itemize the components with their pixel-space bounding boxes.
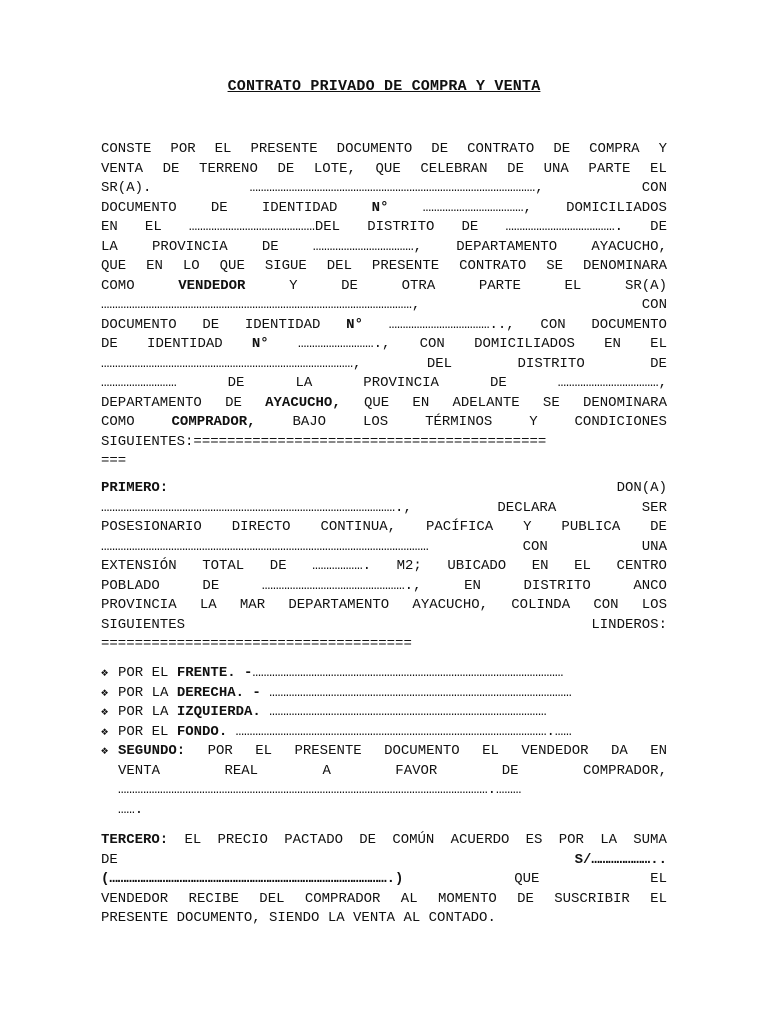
text-word: PRESENTE	[101, 910, 169, 926]
text-word: DE	[359, 832, 377, 848]
tercero-clause	[101, 831, 667, 929]
text-word: DOCUMENTO	[591, 316, 667, 333]
text-word: SER	[641, 499, 667, 516]
text-word: DE	[650, 519, 667, 535]
text-word: UNA	[543, 160, 569, 177]
text-word: EL	[255, 743, 273, 759]
text-word: DEPARTAMENTO	[101, 394, 202, 411]
text-word: EN	[464, 577, 481, 594]
text-word: DOCUMENTO,	[176, 910, 261, 926]
text-word: PRIMERO:	[101, 480, 169, 496]
lindero-item	[101, 723, 667, 743]
text-word: COLINDA	[511, 597, 571, 613]
text-word: ACUERDO	[450, 832, 510, 848]
lindero-dots: …………………………………………………………………………………………………	[252, 665, 564, 681]
text-line	[101, 257, 667, 277]
lindero-item	[101, 684, 667, 704]
text-line	[101, 179, 667, 199]
text-word: EN	[101, 219, 118, 235]
text-word: CENTRO	[616, 558, 667, 574]
text-word: IDENTIDAD	[147, 336, 223, 352]
lindero-item	[101, 664, 667, 684]
diamond-bullet-icon: ❖	[101, 705, 109, 719]
text-word: LO	[182, 258, 200, 274]
text-word: =====================================	[101, 636, 412, 652]
text-word: ANCO	[633, 577, 667, 594]
text-word: …………………………………………………………………………………………,	[249, 180, 544, 196]
text-word: COMPRA	[589, 141, 640, 157]
lindero-pre: POR EL	[118, 665, 177, 681]
text-word: ………………………………,	[557, 375, 667, 391]
lindero-pre: POR LA	[118, 704, 177, 720]
text-word: DE	[341, 277, 358, 294]
text-word: EL	[650, 890, 667, 907]
text-word: QUE	[219, 258, 245, 274]
text-word: EL	[482, 743, 499, 759]
text-word: CON	[641, 297, 667, 313]
text-word: CON	[419, 336, 445, 352]
text-word: QUE	[375, 160, 401, 177]
text-word: Y	[658, 141, 667, 157]
text-line	[101, 413, 667, 433]
text-word: COMPRADOR	[304, 890, 381, 907]
lindero-dots: ………………………………………………………………………………………………….……	[227, 723, 572, 740]
text-word: LOS	[641, 597, 667, 613]
text-line	[101, 160, 667, 180]
text-word: Y	[523, 519, 532, 535]
text-word: ………………………………………………………………………………………………………	[101, 538, 429, 555]
text-word: ………………………………..,	[388, 316, 515, 333]
text-word: VENTA	[118, 762, 161, 779]
text-word: CON	[522, 538, 548, 555]
text-word: DIRECTO	[231, 519, 291, 535]
text-word: CONTRATO	[459, 258, 527, 274]
text-line	[101, 538, 667, 558]
text-word: CELEBRAN	[420, 160, 488, 177]
text-word: POR	[170, 141, 196, 157]
text-word: TERRENO	[199, 160, 258, 177]
text-line	[101, 452, 667, 472]
text-word: DE	[202, 577, 220, 594]
lindero-label: FRENTE. -	[176, 665, 253, 681]
text-word: A	[322, 762, 331, 779]
contract-title: CONTRATO PRIVADO DE COMPRA Y VENTA	[227, 78, 541, 95]
diamond-bullet-icon: ❖	[101, 666, 109, 680]
text-word: DA	[610, 743, 628, 759]
text-word: DOCUMENTO	[101, 199, 177, 216]
text-word: …………………………………………………………………………………………………………………….………	[118, 782, 522, 798]
text-word: VENDEDOR	[178, 277, 246, 294]
text-word: EL	[650, 871, 667, 887]
text-word: EN	[412, 394, 430, 411]
text-word: DE	[517, 890, 534, 907]
segundo-clause	[101, 742, 667, 820]
text-line	[101, 851, 667, 871]
text-word: VENDEDOR	[101, 890, 169, 907]
text-word: ………………………	[101, 375, 177, 391]
text-word: PACÍFICA	[425, 519, 494, 535]
text-word: SR(A)	[624, 277, 667, 294]
text-word: EL	[564, 277, 582, 294]
text-word: DEL	[426, 355, 453, 372]
text-word: UNA	[641, 538, 667, 555]
text-word: DISTRITO	[523, 577, 591, 594]
text-word: EN	[604, 336, 621, 352]
text-word: IDENTIDAD	[261, 199, 338, 216]
text-word: CONSTE	[101, 141, 152, 157]
text-word: EL	[650, 160, 667, 177]
text-word: EL	[144, 219, 162, 235]
lindero-dots: ………………………………………………………………………………………	[260, 704, 547, 720]
text-word: DE	[650, 219, 667, 235]
text-line	[101, 635, 667, 655]
text-word: ………………………………………………………………………………,	[101, 355, 362, 372]
text-word: DE	[225, 394, 242, 411]
text-word: FAVOR	[395, 762, 438, 779]
text-word: DOCUMENTO	[384, 743, 460, 759]
text-line	[101, 355, 667, 375]
text-word: PROVINCIA	[152, 238, 228, 255]
text-word: SUSCRIBIR	[554, 890, 630, 907]
text-word: EL	[574, 558, 591, 574]
text-word: CONTINUA,	[320, 519, 397, 535]
text-word: ……………………….,	[297, 336, 391, 352]
text-word: DEL	[326, 258, 352, 274]
text-word: CONTRATO	[467, 141, 535, 157]
text-word: CONDICIONES	[574, 414, 667, 430]
text-word: QUE	[363, 394, 390, 411]
text-word: LA	[327, 910, 345, 926]
text-word: DOMICILIADOS	[566, 199, 667, 216]
diamond-bullet-icon: ❖	[101, 685, 109, 700]
text-word: COMO	[101, 414, 135, 430]
text-word: AL	[403, 910, 421, 926]
text-word: EN	[650, 743, 667, 759]
text-word: DE	[507, 160, 524, 177]
text-word: DE	[210, 199, 228, 216]
text-line	[101, 596, 667, 616]
text-word: SIENDO	[269, 910, 320, 926]
text-word: TÉRMINOS	[425, 414, 493, 430]
text-word: RECIBE	[188, 890, 239, 907]
diamond-bullet-icon: ❖	[101, 724, 109, 739]
text-word: SUMA	[633, 832, 667, 848]
text-word: DENOMINARA	[582, 394, 667, 411]
text-word: PARTE	[478, 277, 521, 294]
text-word: SIGUIENTES	[101, 616, 186, 633]
text-word: ===	[101, 453, 127, 469]
text-word: M2;	[396, 558, 422, 574]
intro-paragraph	[101, 140, 667, 472]
text-word: PUBLICA	[561, 519, 621, 535]
text-word: N°	[251, 336, 269, 352]
text-word: UBICADO	[447, 558, 507, 574]
text-word: SR(A).	[101, 180, 152, 196]
text-word: QUE	[101, 258, 127, 274]
text-word: AYACUCHO,	[265, 394, 341, 411]
text-word: TOTAL	[202, 558, 245, 574]
text-word: …………………………………………….,	[261, 577, 422, 594]
text-word: LA	[199, 597, 217, 613]
text-line	[101, 742, 667, 762]
text-line	[101, 831, 667, 851]
text-line	[101, 316, 667, 336]
text-line	[101, 238, 667, 258]
text-word: DISTRITO	[367, 219, 435, 235]
text-word: LA	[101, 238, 118, 255]
text-line	[101, 374, 667, 394]
text-word: SE	[546, 258, 564, 274]
text-line	[101, 199, 667, 219]
lindero-label: IZQUIERDA.	[176, 704, 261, 720]
text-word: DOCUMENTO	[101, 316, 177, 333]
text-word: IDENTIDAD	[244, 316, 321, 333]
text-word: EL	[650, 336, 667, 352]
text-word: EL	[214, 141, 232, 157]
text-line	[101, 762, 667, 782]
text-word: AL	[400, 890, 418, 907]
text-word: SIGUE	[264, 258, 307, 274]
text-word: MAR	[239, 597, 266, 613]
text-word: ………………………………….	[505, 219, 624, 235]
lindero-label: FONDO.	[176, 723, 228, 740]
text-word: CON	[641, 180, 667, 196]
text-word: LOS	[362, 414, 389, 430]
text-word: BAJO	[292, 414, 327, 430]
text-word: COMÚN	[392, 832, 435, 848]
text-word: (……………………………………………………………………………………….)	[101, 871, 404, 887]
text-word: DOCUMENTO	[336, 141, 413, 157]
text-word: DE	[501, 762, 519, 779]
text-word: DE	[101, 851, 118, 868]
text-line	[101, 433, 667, 453]
text-word: PRESENTE	[371, 258, 440, 274]
text-word: ………………………………,	[422, 199, 532, 216]
text-word: EN	[146, 258, 163, 274]
text-word: LA	[295, 375, 313, 391]
text-word: DON(A)	[616, 480, 667, 496]
lindero-pre: POR EL	[118, 723, 177, 740]
text-line	[101, 890, 667, 910]
text-word: ES	[525, 832, 543, 848]
text-word: PROVINCIA	[363, 375, 439, 391]
text-word: CON	[540, 316, 566, 333]
text-word: LINDEROS:	[591, 616, 667, 633]
text-line	[101, 479, 667, 499]
text-word: …………………………………………………………………………………………………,	[101, 297, 421, 313]
text-word: DEL	[259, 890, 285, 907]
text-word: EL	[184, 832, 202, 848]
text-word: CONTADO.	[428, 910, 496, 926]
text-word: DE	[277, 160, 295, 177]
text-word: PRECIO	[217, 832, 268, 848]
lindero-label: DERECHA. -	[176, 684, 261, 701]
text-word: PRESENTE	[250, 141, 318, 157]
text-word: Y	[529, 414, 538, 430]
primero-clause	[101, 479, 667, 655]
text-word: PARTE	[588, 160, 631, 177]
text-word: TERCERO:	[101, 832, 169, 848]
text-word: LA	[600, 832, 617, 848]
text-word: DECLARA	[497, 499, 557, 516]
text-line	[101, 616, 667, 636]
text-word: DE	[227, 375, 245, 391]
text-word: COMPRADOR,	[171, 414, 256, 430]
text-word: DE	[650, 355, 667, 372]
lindero-dots: ………………………………………………………………………………………………	[260, 684, 572, 701]
text-word: DOMICILIADOS	[474, 336, 575, 352]
text-line	[101, 870, 667, 890]
text-word: POR	[558, 832, 584, 848]
text-line	[101, 909, 667, 929]
text-word: DE	[261, 238, 279, 255]
text-word: DE	[489, 375, 507, 391]
text-word: PROVINCIA	[101, 597, 177, 613]
text-word: MOMENTO	[437, 890, 497, 907]
text-word: DE	[461, 219, 479, 235]
text-word: N°	[371, 199, 389, 216]
lindero-item	[101, 703, 667, 723]
text-word: LOTE,	[313, 160, 356, 177]
text-word: ………………………………………DEL	[188, 219, 341, 235]
text-line	[101, 518, 667, 538]
text-word: VENTA	[101, 160, 144, 177]
text-word: AYACUCHO,	[412, 597, 489, 613]
text-line	[101, 394, 667, 414]
text-word: DE	[269, 558, 287, 574]
text-word: AYACUCHO,	[591, 238, 667, 255]
text-word: POBLADO	[101, 577, 160, 594]
text-line	[101, 801, 667, 821]
text-word: ……………….	[312, 558, 371, 574]
text-line	[101, 218, 667, 238]
text-word: REAL	[224, 762, 259, 779]
text-word: VENDEDOR	[521, 743, 589, 759]
text-line	[101, 557, 667, 577]
text-word: DE	[101, 336, 118, 352]
text-word: S/…………………..	[574, 851, 667, 868]
text-word: POR	[207, 743, 233, 759]
diamond-bullet-icon: ❖	[101, 744, 109, 758]
text-word: EN	[531, 558, 549, 574]
text-word: Y	[289, 277, 298, 294]
text-word: SIGUIENTES:==========================================	[101, 433, 547, 450]
text-word: …………………………………………………………………………………………….,	[101, 499, 412, 516]
text-word: PRESENTE	[294, 743, 362, 759]
lindero-pre: POR LA	[118, 684, 177, 701]
text-word: DE	[202, 316, 220, 333]
text-word: POSESIONARIO	[101, 519, 202, 535]
text-word: ADELANTE	[452, 394, 520, 411]
text-word: DE	[431, 141, 449, 157]
text-word: PACTADO	[284, 832, 344, 848]
text-word: N°	[346, 316, 363, 333]
text-word: DENOMINARA	[582, 258, 667, 274]
text-line	[101, 781, 667, 801]
text-line	[101, 140, 667, 160]
text-line	[101, 277, 667, 297]
text-word: ………………………………,	[312, 238, 423, 255]
text-line	[101, 335, 667, 355]
text-word: CON	[593, 597, 619, 613]
text-word: SE	[542, 394, 560, 411]
text-word: DE	[553, 141, 571, 157]
text-word: DISTRITO	[517, 355, 585, 372]
text-word: COMO	[101, 277, 135, 294]
text-word: OTRA	[401, 277, 436, 294]
text-line	[101, 296, 667, 316]
text-word: DE	[162, 160, 180, 177]
text-word: DEPARTAMENTO	[456, 238, 558, 255]
text-word: EXTENSIÓN	[101, 558, 177, 574]
text-word: VENTA	[353, 910, 396, 926]
text-word: …….	[118, 801, 144, 818]
text-line	[101, 499, 667, 519]
text-word: QUE	[514, 871, 540, 887]
text-word: DEPARTAMENTO	[288, 597, 390, 613]
text-line	[101, 577, 667, 597]
linderos-list	[101, 664, 667, 742]
text-word: COMPRADOR,	[582, 762, 667, 779]
text-word: SEGUNDO:	[118, 743, 186, 759]
